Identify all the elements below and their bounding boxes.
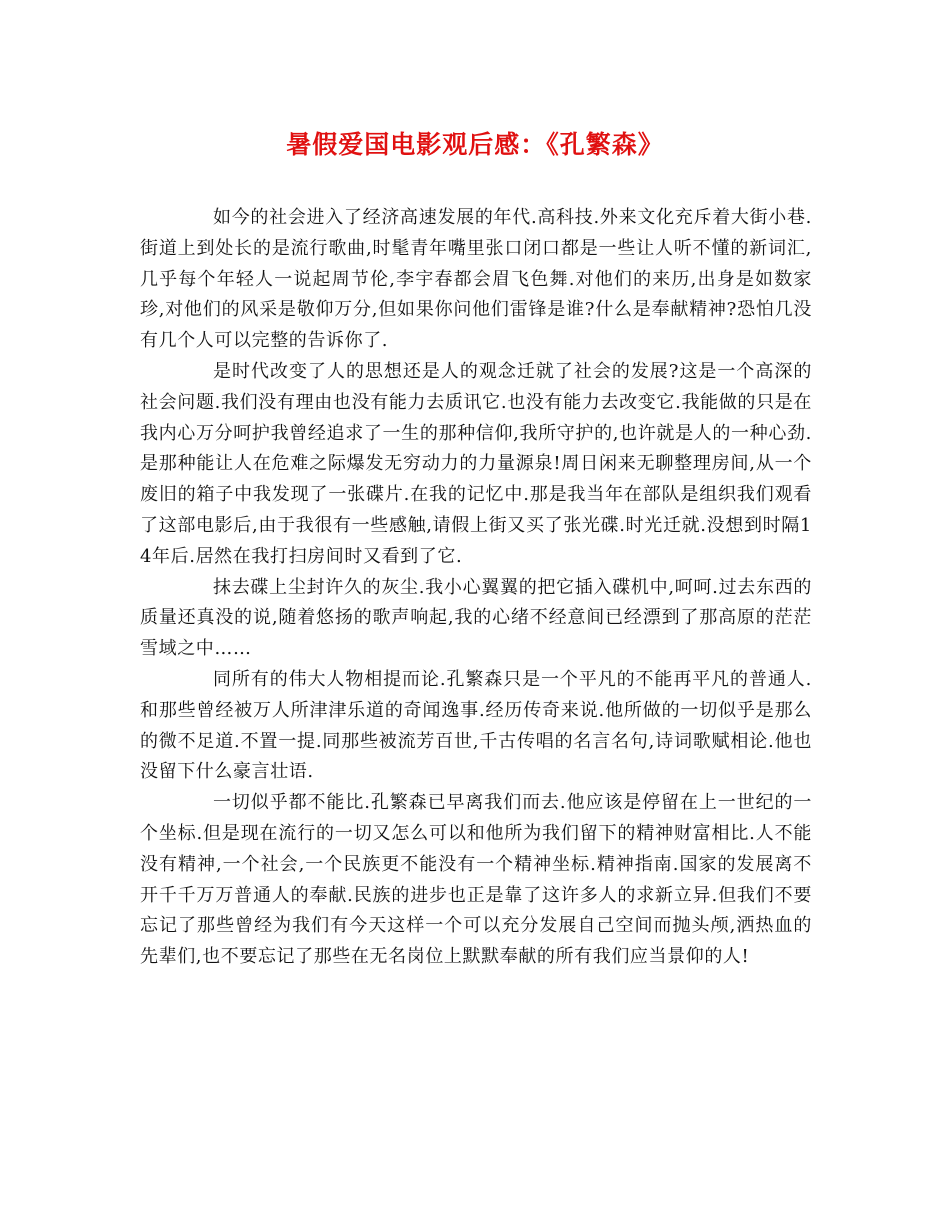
paragraph-1: 如今的社会进入了经济高速发展的年代.高科技.外来文化充斥着大街小巷.街道上到处长的是流行歌曲,时髦青年嘴里张口闭口都是一些让人听不懂的新词汇,几乎每个年轻人一说起周节伦,李宇春都会眉飞色舞.对他们的来历,出身是如数家珍,对他们的风采是敬仰万分,但如果你问他们雷锋是谁?什么是奉献精神?恐怕几没有几个人可以完整的告诉你了. [140,207,812,352]
paragraph-3: 抹去碟上尘封许久的灰尘.我小心翼翼的把它插入碟机中,呵呵.过去东西的质量还真没的说,随着悠扬的歌声响起,我的心绪不经意间已经漂到了那高原的茫茫雪域之中…… [140,576,812,660]
document-body [140,203,812,973]
paragraph-2: 是时代改变了人的思想还是人的观念迁就了社会的发展?这是一个高深的社会问题.我们没有理由也没有能力去质讯它.也没有能力去改变它.我能做的只是在我内心万分呵护我曾经追求了一生的那种信仰,我所守护的,也许就是人的一种心劲.是那种能让人在危难之际爆发无穷动力的力量源泉!周日闲来无聊整理房间,从一个废旧的箱子中我发现了一张碟片.在我的记忆中.那是我当年在部队是组织我们观看了这部电影后,由于我很有一些感触,请假上街又买了张光碟.时光迁就.没想到时隔14年后.居然在我打扫房间时又看到了它. [140,360,812,567]
paragraph-5: 一切似乎都不能比.孔繁森已早离我们而去.他应该是停留在上一世纪的一个坐标.但是现在流行的一切又怎么可以和他所为我们留下的精神财富相比.人不能没有精神,一个社会,一个民族更不能没有一个精神坐标.精神指南.国家的发展离不开千千万万普通人的奉献.民族的进步也正是靠了这许多人的求新立异.但我们不要忘记了那些曾经为我们有今天这样一个可以充分发展自己空间而抛头颅,洒热血的先辈们,也不要忘记了那些在无名岗位上默默奉献的所有我们应当景仰的人! [140,792,812,968]
paragraph-4: 同所有的伟大人物相提而论.孔繁森只是一个平凡的不能再平凡的普通人.和那些曾经被万人所津津乐道的奇闻逸事.经历传奇来说.他所做的一切似乎是那么的微不足道.不置一提.同那些被流芳百世,千古传唱的名言名句,诗词歌赋相论.他也没留下什么豪言壮语. [140,668,812,783]
document-title: 暑假爱国电影观后感：《孔繁森》 [286,130,664,159]
